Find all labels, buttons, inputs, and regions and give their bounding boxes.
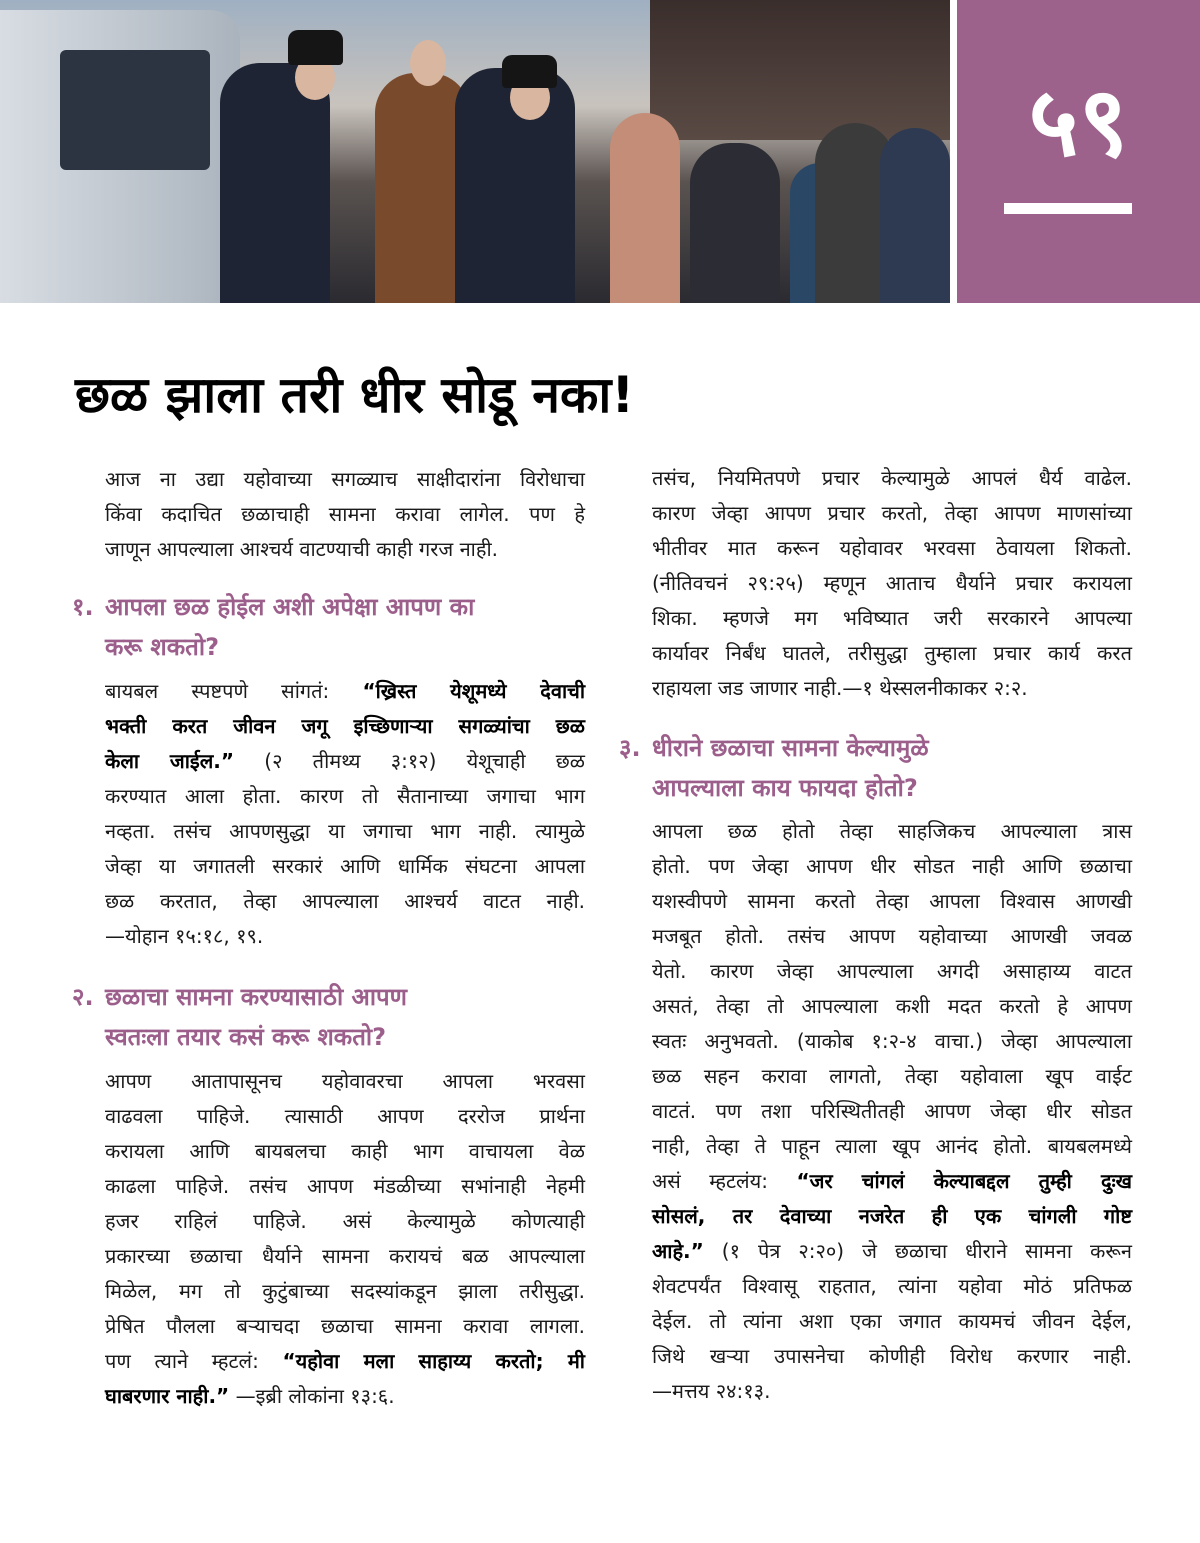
police-van	[0, 10, 240, 303]
text-line	[652, 636, 1132, 671]
text-segment: मजबूत होतो. तसंच आपण यहोवाच्या आणखी जवळ	[652, 924, 1132, 948]
person	[610, 113, 680, 303]
text-segment: येतो. कारण जेव्हा आपल्याला अगदी असाहाय्य वाटत	[652, 959, 1132, 983]
text-line	[105, 1274, 585, 1309]
text-line	[105, 1239, 585, 1274]
text-segment: (नीतिवचनं २९:२५) म्हणून आताच धैर्याने प्रचार करायला	[652, 571, 1132, 595]
answer-paragraph-2	[105, 1064, 585, 1414]
text-line	[652, 919, 1132, 954]
answer-paragraph-1	[105, 674, 585, 954]
text-line	[652, 1164, 1132, 1199]
text-segment: शिका. म्हणजे मग भविष्यात जरी सरकारने आपल्या	[652, 606, 1132, 630]
text-line	[105, 779, 585, 814]
text-line	[105, 1134, 585, 1169]
text-segment: भीतीवर मात करून यहोवावर भरवसा ठेवायला शिकतो.	[652, 536, 1132, 560]
text-segment: काढला पाहिजे. तसंच आपण मंडळीच्या सभांनाही नेहमी	[105, 1174, 585, 1198]
text-segment: जाणून आपल्याला आश्चर्य वाटण्याची काही गरज नाही.	[105, 537, 499, 561]
question-heading-1	[72, 587, 585, 667]
intro-paragraph	[105, 462, 585, 567]
text-line	[652, 1339, 1132, 1374]
text-line	[652, 1269, 1132, 1304]
text-line	[105, 674, 585, 709]
scripture-quote: भक्ती करत जीवन जगू इच्छिणाऱ्या सगळ्यांचा छळ	[105, 714, 585, 738]
text-line	[105, 532, 585, 567]
text-segment: तसंच, नियमितपणे प्रचार केल्यामुळे आपलं धैर्य वाढेल.	[652, 466, 1132, 490]
text-segment: यशस्वीपणे सामना करतो तेव्हा आपला विश्वास आणखी	[652, 889, 1132, 913]
badge-underline	[1004, 203, 1132, 214]
text-segment: —मत्तय २४:१३.	[652, 1379, 771, 1403]
text-segment: मिळेल, मग तो कुटुंबाच्या सदस्यांकडून झाला तरीसुद्धा.	[105, 1279, 585, 1303]
heading-line: धीराने छळाचा सामना केल्यामुळे	[652, 734, 929, 762]
scripture-quote: आहे.”	[652, 1239, 704, 1263]
person	[690, 143, 780, 303]
person-hat	[502, 55, 557, 88]
text-segment: छळ सहन करावा लागतो, तेव्हा यहोवाला खूप वाईट	[652, 1064, 1132, 1088]
scripture-quote: “ख्रिस्त येशूमध्ये देवाची	[362, 679, 586, 703]
text-line	[652, 1059, 1132, 1094]
text-line	[105, 1169, 585, 1204]
text-line	[105, 1099, 585, 1134]
text-segment: बायबल स्पष्टपणे सांगतं:	[105, 679, 363, 703]
text-line	[652, 671, 1132, 706]
text-segment: करायला आणि बायबलचा काही भाग वाचायला वेळ	[105, 1139, 585, 1163]
text-segment: देईल. तो त्यांना अशा एका जगात कायमचं जीवन देईल,	[652, 1309, 1132, 1333]
text-segment: शेवटपर्यंत विश्वासू राहतात, त्यांना यहोवा मोठं प्रतिफळ	[652, 1274, 1132, 1298]
text-segment: —योहान १५:१८, १९.	[105, 924, 264, 948]
van-window	[60, 50, 210, 170]
question-number: १.	[72, 593, 94, 621]
text-line	[652, 1094, 1132, 1129]
heading-line: स्वतःला तयार कसं करू शकतो?	[105, 1023, 387, 1051]
text-segment: कार्यावर निर्बंध घातले, तरीसुद्धा तुम्हाला प्रचार कार्य करत	[652, 641, 1132, 665]
text-line	[105, 814, 585, 849]
scripture-quote: “यहोवा मला साहाय्य करतो; मी	[282, 1349, 585, 1373]
text-line	[105, 884, 585, 919]
text-line	[652, 1234, 1132, 1269]
text-segment: करण्यात आला होता. कारण तो सैतानाच्या जगाचा भाग	[105, 784, 585, 808]
text-segment: प्रकारच्या छळाचा धैर्याने सामना करायचं बळ आपल्याला	[105, 1244, 585, 1268]
text-line	[105, 1379, 585, 1414]
text-segment: किंवा कदाचित छळाचाही सामना करावा लागेल. पण हे	[105, 502, 585, 526]
text-line	[105, 1064, 585, 1099]
text-segment: नाही, तेव्हा ते पाहून त्याला खूप आनंद होतो. बायबलमध्ये	[652, 1134, 1132, 1158]
text-segment: स्वतः अनुभवतो. (याकोब १:२-४ वाचा.) जेव्हा आपल्याला	[652, 1029, 1132, 1053]
answer-paragraph-2-continued	[652, 461, 1132, 706]
text-line	[105, 1344, 585, 1379]
text-segment: असं म्हटलंय:	[652, 1169, 797, 1193]
page-title: छळ झाला तरी धीर सोडू नका!	[75, 366, 635, 424]
text-segment: राहायला जड जाणार नाही.—१ थेस्सलनीकाकर २:२.	[652, 676, 1028, 700]
text-segment: (२ तीमथ्य ३:१२) येशूचाही छळ	[234, 749, 585, 773]
text-line	[652, 1304, 1132, 1339]
text-line	[105, 497, 585, 532]
text-segment: कारण जेव्हा आपण प्रचार करतो, तेव्हा आपण माणसांच्या	[652, 501, 1132, 525]
text-line	[105, 1309, 585, 1344]
text-line	[652, 954, 1132, 989]
text-segment: होतो. पण जेव्हा आपण धीर सोडत नाही आणि छळाचा	[652, 854, 1132, 878]
text-segment: हजर राहिलं पाहिजे. असं केल्यामुळे कोणत्याही	[105, 1209, 585, 1233]
text-line	[652, 531, 1132, 566]
text-line	[105, 1204, 585, 1239]
heading-line: करू शकतो?	[105, 633, 220, 661]
text-segment: —इब्री लोकांना १३:६.	[229, 1384, 395, 1408]
text-line	[105, 919, 585, 954]
heading-line: आपला छळ होईल अशी अपेक्षा आपण का	[105, 593, 475, 621]
text-segment: जेव्हा या जगातली सरकारं आणि धार्मिक संघटना आपला	[105, 854, 585, 878]
text-segment: वाटतं. पण तशा परिस्थितीतही आपण जेव्हा धीर सोडत	[652, 1099, 1132, 1123]
text-line	[652, 849, 1132, 884]
lesson-number-badge	[957, 0, 1200, 303]
person-head	[410, 40, 446, 86]
text-segment: आज ना उद्या यहोवाच्या सगळ्याच साक्षीदारांना विरोधाचा	[105, 467, 585, 491]
question-heading-3	[619, 728, 1132, 808]
text-line	[105, 849, 585, 884]
scripture-quote: केला जाईल.”	[105, 749, 235, 773]
header-photo	[0, 0, 950, 303]
text-line	[652, 496, 1132, 531]
text-line	[652, 601, 1132, 636]
scripture-quote: सोसलं, तर देवाच्या नजरेत ही एक चांगली गोष्ट	[652, 1204, 1132, 1228]
text-segment: प्रेषित पौलला बऱ्याचदा छळाचा सामना करावा लागला.	[105, 1314, 585, 1338]
question-number: २.	[72, 983, 94, 1011]
answer-paragraph-3	[652, 814, 1132, 1409]
text-line	[652, 814, 1132, 849]
text-segment: असतं, तेव्हा तो आपल्याला कशी मदत करतो हे आपण	[652, 994, 1132, 1018]
text-line	[652, 989, 1132, 1024]
heading-line: आपल्याला काय फायदा होतो?	[652, 774, 918, 802]
text-line	[105, 462, 585, 497]
person-hat	[288, 30, 343, 65]
building	[650, 0, 950, 140]
question-number: ३.	[619, 734, 641, 762]
text-line	[652, 884, 1132, 919]
question-heading-2	[72, 977, 585, 1057]
text-line	[652, 1024, 1132, 1059]
lesson-number: ५९	[1028, 66, 1129, 178]
text-line	[652, 461, 1132, 496]
text-line	[652, 566, 1132, 601]
text-segment: पण त्याने म्हटलं:	[105, 1349, 283, 1373]
heading-line: छळाचा सामना करण्यासाठी आपण	[105, 983, 408, 1011]
text-segment: जिथे खऱ्या उपासनेचा कोणीही विरोध करणार नाही.	[652, 1344, 1132, 1368]
text-segment: आपला छळ होतो तेव्हा साहजिकच आपल्याला त्रास	[652, 819, 1132, 843]
scripture-quote: “जर चांगलं केल्याबद्दल तुम्ही दुःख	[796, 1169, 1132, 1193]
text-line	[105, 744, 585, 779]
text-segment: आपण आतापासूनच यहोवावरचा आपला भरवसा	[105, 1069, 585, 1093]
person	[880, 128, 950, 303]
text-segment: वाढवला पाहिजे. त्यासाठी आपण दररोज प्रार्थना	[105, 1104, 585, 1128]
text-segment: छळ करतात, तेव्हा आपल्याला आश्चर्य वाटत नाही.	[105, 889, 585, 913]
text-line	[652, 1374, 1132, 1409]
text-line	[652, 1199, 1132, 1234]
text-segment: (१ पेत्र २:२०) जे छळाचा धीराने सामना करून	[703, 1239, 1132, 1263]
text-line	[105, 709, 585, 744]
scripture-quote: घाबरणार नाही.”	[105, 1384, 230, 1408]
text-line	[652, 1129, 1132, 1164]
text-segment: नव्हता. तसंच आपणसुद्धा या जगाचा भाग नाही. त्यामुळे	[105, 819, 585, 843]
